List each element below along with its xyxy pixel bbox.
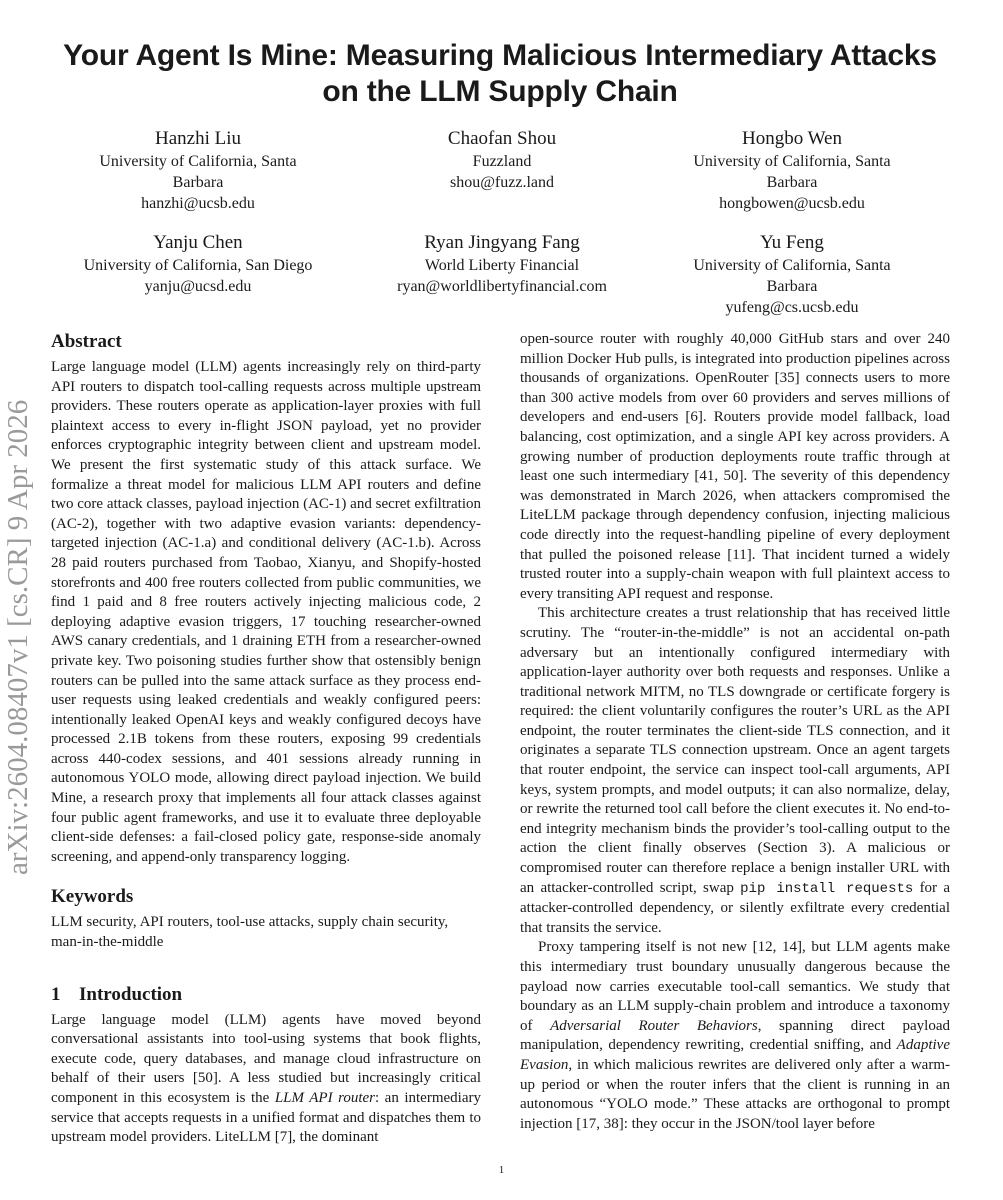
author-affiliation: University of California, Santa bbox=[693, 153, 891, 170]
author-email: ryan@worldlibertyfinancial.com bbox=[397, 278, 607, 295]
keywords-text: LLM security, API routers, tool-use attacks, supply chain security, man-in-the-middle bbox=[51, 914, 449, 951]
intro-paragraph bbox=[520, 938, 950, 1134]
text-run: for a attacker-controlled dependency, or silently exfiltrate every credential that transits the service. bbox=[520, 879, 950, 936]
author-name: Yu Feng bbox=[760, 232, 824, 253]
author-name: Ryan Jingyang Fang bbox=[424, 232, 580, 253]
intro-paragraph-continued: open-source router with roughly 40,000 GitHub stars and over 240 million Docker Hub pulls, is integrated into production pipelines across thousands of organizations. OpenRouter [35] connects users to more than 300 active models from over 60 providers and serves millions of developers and end-users [6]. Routers provide model fallback, load balancing, cost optimization, and a single API key across providers. A growing number of production deployments route traffic through at least one such intermediary [41, 50]. The severity of this dependency was demonstrated in March 2026, when attackers compromised the LiteLLM package through dependency confusion, injecting malicious code directly into the request-handling pipeline of every deployment that pulled the poisoned release [11]. That incident turned a widely trusted router into a supply-chain weapon with full plaintext access to every transiting API request and response. bbox=[520, 331, 950, 602]
author-card bbox=[352, 230, 652, 297]
author-card bbox=[642, 126, 942, 214]
author-affiliation: Barbara bbox=[766, 278, 818, 295]
title-line-1: Your Agent Is Mine: Measuring Malicious Intermediary Attacks bbox=[63, 39, 937, 72]
section-number: 1 bbox=[51, 983, 61, 1005]
text-run: Large language model (LLM) agents have moved beyond conversational assistants into tool-using systems that book flights, execute code, query databases, and manage cloud infrastructure on behalf of their users [50]. A less studied but increasingly critical component in this ecosystem is the bbox=[51, 1011, 481, 1106]
page-number: 1 bbox=[498, 1164, 505, 1176]
author-name: Chaofan Shou bbox=[447, 128, 557, 149]
author-affiliation: Barbara bbox=[766, 174, 818, 191]
author-affiliation: Barbara bbox=[172, 174, 224, 191]
text-run: Proxy tampering itself is not new [12, 14], but LLM agents make this intermediary trust boundary unusually dangerous because the payload now carries executable tool-call semantics. We study that boundary as an LLM supply-chain problem and introduce a taxonomy of bbox=[520, 939, 950, 1034]
text-run: : an intermediary service that accepts requests in a unified format and dispatches them to upstream model providers. LiteLLM [7], the dominant bbox=[51, 1090, 481, 1146]
author-card bbox=[48, 126, 348, 214]
section-title: Introduction bbox=[79, 983, 183, 1005]
abstract-heading: Abstract bbox=[51, 331, 122, 352]
introduction-heading bbox=[51, 983, 481, 1007]
emphasis-text: Adversarial Router Behaviors bbox=[550, 1017, 758, 1034]
intro-paragraph bbox=[520, 604, 950, 938]
abstract-text: Large language model (LLM) agents increasingly rely on third-party API routers to dispatch tool-calling requests across multiple upstream providers. These routers operate as application-layer proxies with full plaintext access to every in-flight JSON payload, yet no provider enforces cryptographic integrity between client and upstream model. We present the first systematic study of this attack surface. We formalize a threat model for malicious LLM API routers and define two core attack classes, payload injection (AC-1) and secret exfiltration (AC-2), together with two adaptive evasion variants: dependency-targeted injection (AC-1.a) and conditional delivery (AC-1.b). Across 28 paid routers purchased from Taobao, Xianyu, and Shopify-hosted storefronts and 400 free routers collected from public communities, we find 1 paid and 8 free routers actively injecting malicious code, 2 deploying adaptive evasion triggers, 17 touching researcher-owned AWS canary credentials, and 1 draining ETH from a researcher-owned private key. Two poisoning studies further show that ostensibly benign routers can be pulled into the same attack surface as they process end-user requests using leaked credentials and weakly configured peers: intentionally leaked OpenAI keys and weakly configured decoys have processed 2.1B tokens from these routers, exposing 99 credentials across 440-codex sessions, and 401 sessions already running in autonomous YOLO mode, allowing direct payload injection. We build Mine, a research proxy that implements all four attack classes against four public agent frameworks, and use it to evaluate three deployable client-side defenses: a fail-closed policy gate, response-side anomaly screening, and append-only transparency logging. bbox=[51, 359, 481, 865]
author-affiliation: World Liberty Financial bbox=[424, 257, 580, 274]
emphasis-text: LLM API router bbox=[274, 1090, 376, 1106]
text-run: , spanning direct payload manipulation, dependency rewriting, credential sniffing, and bbox=[520, 1017, 950, 1054]
left-column bbox=[51, 330, 481, 1148]
author-affiliation: University of California, Santa bbox=[693, 257, 891, 274]
author-email: shou@fuzz.land bbox=[449, 174, 555, 191]
author-email: yanju@ucsd.edu bbox=[144, 278, 252, 295]
text-run: This architecture creates a trust relationship that has received little scrutiny. The “router-in-the-middle” is not an accidental on-path adversary but an intentionally configured intermediary with application-layer authority over both requests and responses. Unlike a traditional network MITM, no TLS downgrade or certificate forgery is required: the client voluntarily configures the router’s URL as the API endpoint, the router terminates the client-side TLS connection, and it originates a separate TLS connection upstream. Once an agent targets that router endpoint, the service can inspect tool-call arguments, API keys, system prompts, and model outputs; it can also normalize, delay, or rewrite the returned tool call before the client executes it. No end-to-end integrity mechanism binds the provider’s tool-calling output to the action the client finally observes (Section 3). A malicious or compromised router can therefore replace a benign installer URL with an attacker-controlled script, swap bbox=[520, 605, 950, 896]
title-line-2: on the LLM Supply Chain bbox=[322, 75, 678, 108]
right-column bbox=[520, 330, 950, 1134]
author-card bbox=[48, 230, 348, 297]
author-name: Yanju Chen bbox=[153, 232, 243, 253]
paper-title bbox=[40, 38, 960, 110]
author-affiliation: University of California, Santa bbox=[99, 153, 297, 170]
author-name: Hanzhi Liu bbox=[154, 128, 241, 149]
author-affiliation: Fuzzland bbox=[472, 153, 532, 170]
author-name: Hongbo Wen bbox=[742, 128, 842, 149]
author-card bbox=[352, 126, 652, 193]
text-run: , in which malicious rewrites are delivered only after a warm-up period or when the router infers that the client is running in an autonomous “YOLO mode.” These attacks are orthogonal to prompt injection [17, 38]: they occur in the JSON/tool layer before bbox=[520, 1056, 950, 1132]
author-email: hongbowen@ucsb.edu bbox=[719, 195, 865, 212]
keywords-heading: Keywords bbox=[51, 886, 134, 908]
intro-paragraph bbox=[51, 1011, 481, 1148]
code-snippet: pip install requests bbox=[740, 880, 914, 897]
emphasis-text: Adaptive Evasion bbox=[520, 1037, 950, 1073]
author-card bbox=[642, 230, 942, 318]
author-affiliation: University of California, San Diego bbox=[83, 257, 313, 274]
author-email: hanzhi@ucsb.edu bbox=[141, 195, 255, 212]
arxiv-identifier: arXiv:2604.08407v1 [cs.CR] 9 Apr 2026 bbox=[2, 399, 34, 875]
author-email: yufeng@cs.ucsb.edu bbox=[725, 299, 859, 316]
